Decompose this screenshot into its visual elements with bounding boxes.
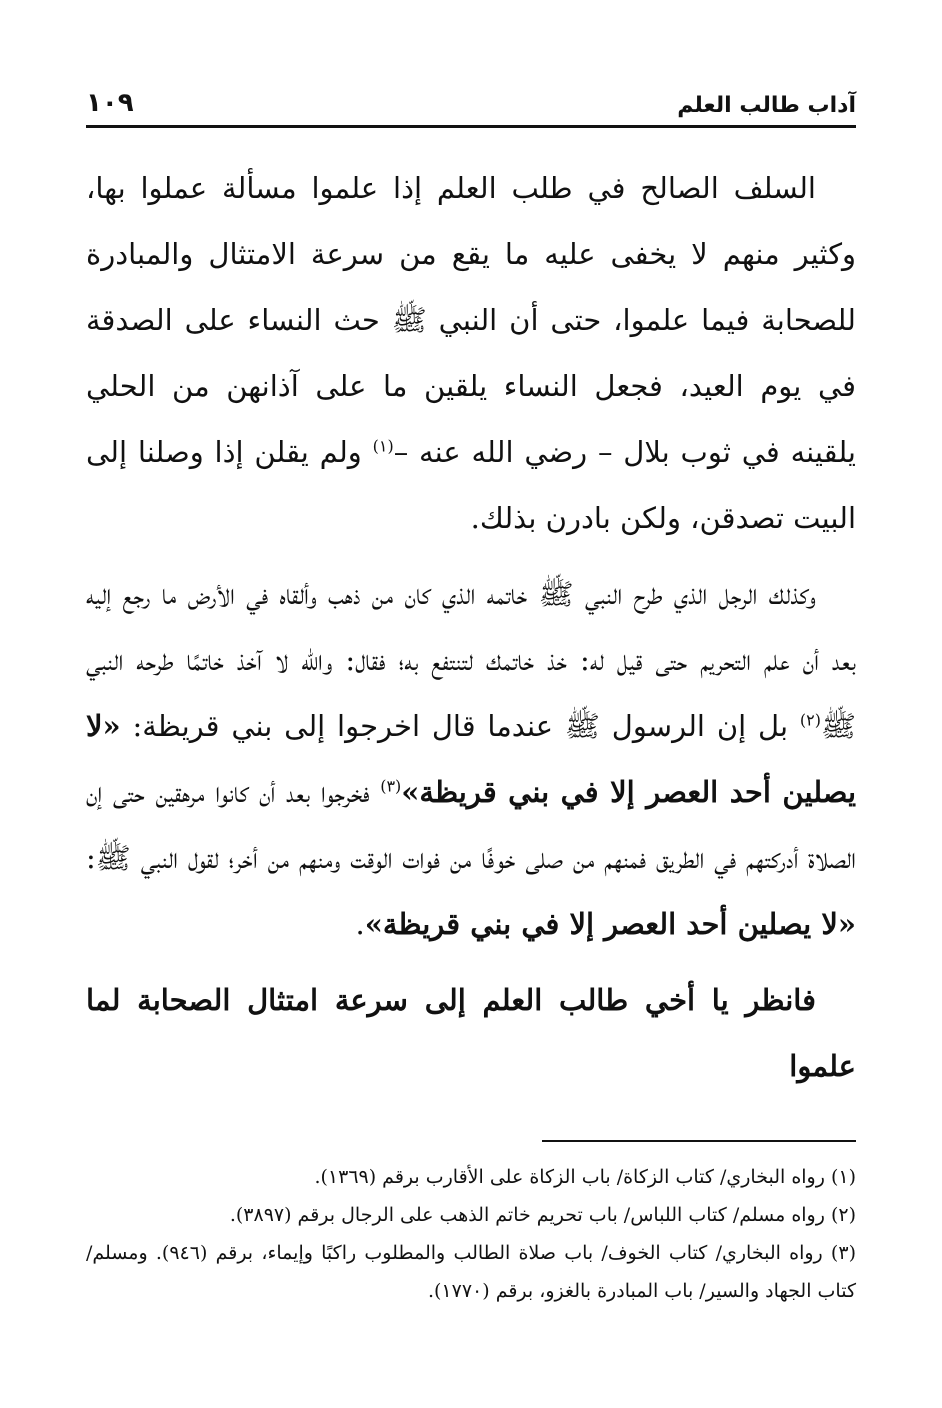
page-header (86, 84, 856, 128)
main-text (86, 155, 856, 1099)
header-rule (86, 125, 856, 128)
footnote-2: (٢) رواه مسلم/ كتاب اللباس/ باب تحريم خاتم الذهب على الرجال برقم (٣٨٩٧). (229, 1204, 856, 1226)
paragraph-2-end: . (355, 907, 365, 941)
footnote-separator (542, 1140, 856, 1142)
footnotes (86, 1158, 856, 1310)
paragraph-2 (86, 561, 856, 957)
paragraph-1-text: السلف الصالح في طلب العلم إذا علموا مسألة عملوا بها، وكثير منهم لا يخفى عليه ما يقع من سرعة الامتثال والمبادرة للصحابة فيما علموا، حتى أن النبي ﷺ حث النساء على الصدقة في يوم العيد، فجعل النساء يلقين ما على آذانهن من الحلي يلقينه في ثوب بلال – رضي الله عنه – (86, 171, 856, 469)
footnote-ref-1: (١) (372, 436, 394, 456)
footnote-3: (٣) رواه البخاري/ كتاب الخوف/ باب صلاة الطالب والمطلوب راكبًا وإيماء، برقم (٩٤٦). ومسلم/ كتاب الجهاد والسير/ باب المبادرة بالغزو، برقم (١٧٧٠). (86, 1242, 856, 1302)
paragraph-1 (86, 155, 856, 551)
footnote-ref-2: (٢) (799, 710, 821, 730)
paragraph-2-text-b: بل إن الرسول ﷺ عندما قال اخرجوا إلى بني قريظة: (120, 709, 800, 743)
footnote-1: (١) رواه البخاري/ كتاب الزكاة/ باب الزكاة على الأقارب برقم (١٣٦٩). (314, 1166, 856, 1188)
page-number: ١٠٩ (86, 88, 134, 118)
paragraph-2-text-c: فخرجوا بعد أن كانوا مرهقين حتى إن الصلاة أدركتهم في الطريق فمنهم من صلى خوفًا من فوات الوقت ومنهم من أخر؛ لقول النبي ﷺ: (86, 775, 856, 875)
footnote-ref-3: (٣) (380, 776, 402, 796)
running-title: آداب طالب العلم (677, 93, 856, 118)
hadith-quote-1: «لا يصلين أحد العصر إلا في بني قريظة» (86, 709, 857, 809)
paragraph-3: فانظر يا أخي طالب العلم إلى سرعة امتثال الصحابة لما علموا (86, 983, 856, 1083)
hadith-quote-2: «لا يصلين أحد العصر إلا في بني قريظة» (364, 907, 856, 941)
paragraph-2-text-a: وكذلك الرجل الذي طرح النبي ﷺ خاتمه الذي كان من ذهب وألقاه في الأرض ما رجع إليه بعد أن علم التحريم حتى قيل له: خذ خاتمك لتنتفع به؛ فقال: والله لا آخذ خاتمًا طرحه النبي ﷺ (86, 577, 857, 743)
paragraph-1-tail: ولم يقلن إذا وصلنا إلى البيت تصدقن، ولكن بادرن بذلك. (86, 435, 856, 535)
